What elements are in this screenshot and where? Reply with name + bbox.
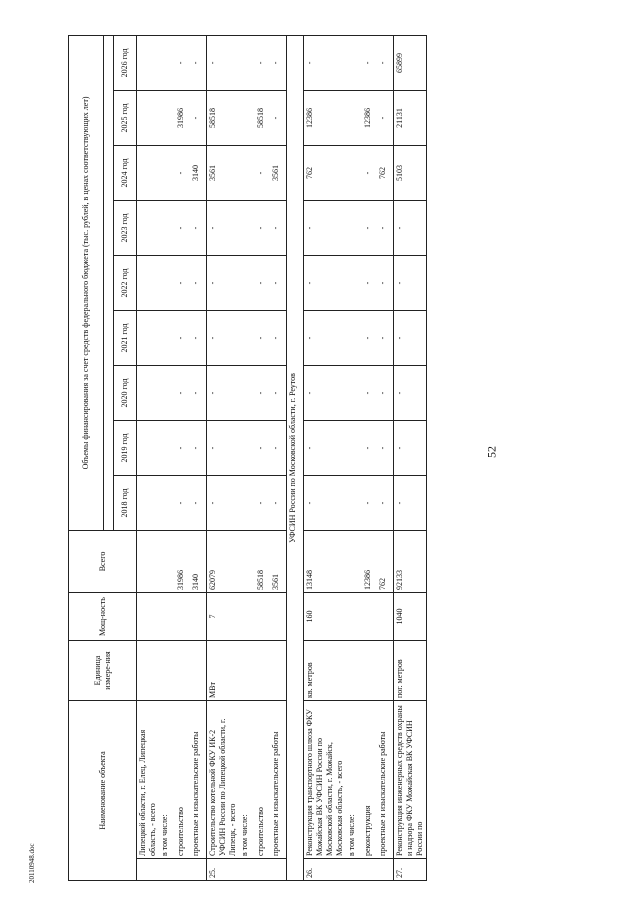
year-cell: -	[393, 420, 426, 475]
unit-cell	[270, 640, 286, 700]
power-cell	[346, 592, 362, 640]
rotated-table-container	[68, 36, 476, 881]
year-cell: -	[303, 255, 346, 310]
year-cell: -	[270, 200, 286, 255]
row-number	[175, 859, 191, 881]
year-cell	[137, 475, 160, 530]
year-cell: -	[303, 420, 346, 475]
year-cell: -	[190, 200, 206, 255]
year-cell: -	[270, 35, 286, 90]
power-cell	[362, 592, 378, 640]
year-cell	[137, 255, 160, 310]
table-row	[346, 35, 362, 880]
year-cell: -	[175, 35, 191, 90]
year-cell: -	[362, 145, 378, 200]
object-name: в том числе:	[346, 700, 362, 858]
unit-cell	[190, 640, 206, 700]
row-number	[137, 859, 160, 881]
year-cell: -	[362, 420, 378, 475]
year-cell	[159, 90, 175, 145]
year-cell: -	[190, 255, 206, 310]
unit-cell	[346, 640, 362, 700]
year-cell: -	[303, 310, 346, 365]
total-cell: 762	[377, 530, 393, 592]
object-name: проектные и изыскательские работы	[377, 700, 393, 858]
year-cell: -	[207, 35, 240, 90]
year-cell: -	[175, 145, 191, 200]
table-row	[270, 35, 286, 880]
row-number: 27.	[393, 859, 426, 881]
year-cell: -	[377, 35, 393, 90]
total-cell: 3561	[270, 530, 286, 592]
header-year: 2020 год	[114, 365, 137, 420]
year-cell: -	[255, 145, 271, 200]
total-cell: 58518	[255, 530, 271, 592]
year-cell	[159, 310, 175, 365]
year-cell	[159, 255, 175, 310]
year-cell: -	[377, 200, 393, 255]
year-cell: -	[207, 255, 240, 310]
row-number	[377, 859, 393, 881]
total-cell: 13148	[303, 530, 346, 592]
year-cell: 762	[377, 145, 393, 200]
year-cell	[346, 255, 362, 310]
object-name: Строительство котельной ФКУ ИК-2 УФСИН России по Липецкой области, г. Липецк, - всего	[207, 700, 240, 858]
power-cell	[190, 592, 206, 640]
year-cell: -	[255, 200, 271, 255]
year-cell	[137, 145, 160, 200]
header-year: 2022 год	[114, 255, 137, 310]
year-cell: -	[270, 365, 286, 420]
year-cell: -	[377, 365, 393, 420]
row-number	[190, 859, 206, 881]
row-number	[159, 859, 175, 881]
year-cell	[159, 475, 175, 530]
year-cell: 12386	[303, 90, 346, 145]
year-cell: -	[362, 475, 378, 530]
year-cell: -	[175, 420, 191, 475]
table-row	[377, 35, 393, 880]
object-name: Реконструкция транспортного шлюза ФКУ Можайская ВК УФСИН России по Московской области, г. Можайск, Московская область, - всего	[303, 700, 346, 858]
power-cell: 1040	[393, 592, 426, 640]
year-cell: -	[362, 310, 378, 365]
unit-cell	[377, 640, 393, 700]
table-row	[190, 35, 206, 880]
header-total: Всего	[69, 530, 137, 592]
year-cell: -	[190, 365, 206, 420]
year-cell	[159, 420, 175, 475]
year-cell	[137, 90, 160, 145]
year-cell: 21131	[393, 90, 426, 145]
year-cell	[346, 310, 362, 365]
row-number	[346, 859, 362, 881]
year-cell: -	[377, 90, 393, 145]
year-cell: -	[207, 475, 240, 530]
year-cell	[239, 90, 255, 145]
year-cell: -	[207, 200, 240, 255]
table-row	[362, 35, 378, 880]
page-number: 52	[484, 446, 499, 458]
power-cell	[270, 592, 286, 640]
total-cell	[137, 530, 160, 592]
year-cell: -	[255, 420, 271, 475]
total-cell	[239, 530, 255, 592]
year-cell: -	[207, 310, 240, 365]
year-cell: -	[175, 365, 191, 420]
year-cell: 31986	[175, 90, 191, 145]
year-cell	[239, 310, 255, 365]
header-name: Наименование объекта	[69, 700, 137, 880]
year-cell: -	[362, 365, 378, 420]
year-cell: -	[255, 35, 271, 90]
power-cell	[137, 592, 160, 640]
year-cell	[346, 365, 362, 420]
year-cell: -	[207, 420, 240, 475]
year-cell: -	[303, 475, 346, 530]
year-cell	[137, 35, 160, 90]
table-row	[303, 35, 346, 880]
year-cell: -	[393, 365, 426, 420]
year-cell: 3561	[207, 145, 240, 200]
year-cell: -	[377, 310, 393, 365]
section-title: УФСИН России по Московской области, г. Реутов	[287, 35, 304, 880]
year-cell	[159, 365, 175, 420]
year-cell	[137, 420, 160, 475]
unit-cell: кв. метров	[303, 640, 346, 700]
header-year: 2023 год	[114, 200, 137, 255]
header-year: 2025 год	[114, 90, 137, 145]
year-cell: -	[377, 420, 393, 475]
year-cell	[159, 145, 175, 200]
table-row	[393, 35, 426, 880]
year-cell	[346, 200, 362, 255]
year-cell: -	[255, 475, 271, 530]
year-cell	[137, 200, 160, 255]
year-cell: -	[362, 35, 378, 90]
total-cell	[346, 530, 362, 592]
year-cell: -	[303, 200, 346, 255]
year-cell: -	[377, 255, 393, 310]
year-cell: -	[190, 310, 206, 365]
row-number	[362, 859, 378, 881]
power-cell	[175, 592, 191, 640]
power-cell	[239, 592, 255, 640]
total-cell: 62079	[207, 530, 240, 592]
total-cell: 31986	[175, 530, 191, 592]
year-cell: 762	[303, 145, 346, 200]
year-cell	[239, 35, 255, 90]
year-cell: 5103	[393, 145, 426, 200]
year-cell: -	[255, 365, 271, 420]
row-number: 25.	[207, 859, 240, 881]
year-cell: -	[190, 35, 206, 90]
year-cell: -	[362, 255, 378, 310]
year-cell: -	[190, 475, 206, 530]
power-cell: 7	[207, 592, 240, 640]
year-cell: 12386	[362, 90, 378, 145]
unit-cell	[175, 640, 191, 700]
table-row	[255, 35, 271, 880]
row-number: 26.	[303, 859, 346, 881]
unit-cell: МВт	[207, 640, 240, 700]
year-cell: -	[270, 255, 286, 310]
row-number	[255, 859, 271, 881]
header-year: 2019 год	[114, 420, 137, 475]
year-cell: 3561	[270, 145, 286, 200]
unit-cell	[137, 640, 160, 700]
header-funding: Объемы финансирования за счет средств федерального бюджета (тыс. рублей, в ценах соответствующих лет)	[69, 35, 104, 530]
unit-cell: пог. метров	[393, 640, 426, 700]
section-row	[287, 35, 304, 880]
year-cell: -	[270, 420, 286, 475]
year-cell: -	[175, 310, 191, 365]
year-cell	[239, 420, 255, 475]
power-cell	[255, 592, 271, 640]
total-cell: 3140	[190, 530, 206, 592]
year-cell: -	[393, 255, 426, 310]
table-row	[239, 35, 255, 880]
object-name: в том числе:	[239, 700, 255, 858]
total-cell: 12386	[362, 530, 378, 592]
year-cell: -	[377, 475, 393, 530]
unit-cell	[239, 640, 255, 700]
object-name: Реконструкция инженерных средств охраны и надзора ФКУ Можайская ВК УФСИН России по	[393, 700, 426, 858]
power-cell	[377, 592, 393, 640]
header-year: 2018 год	[114, 475, 137, 530]
table-row	[207, 35, 240, 880]
year-cell	[239, 475, 255, 530]
year-cell: -	[303, 365, 346, 420]
object-name: Липецкой области, г. Елец, Липецкая область, - всего	[137, 700, 160, 858]
footer-filename: 20110948.doc	[28, 843, 36, 883]
year-cell	[346, 90, 362, 145]
year-cell: -	[255, 255, 271, 310]
year-cell	[346, 145, 362, 200]
year-cell	[159, 200, 175, 255]
year-cell: -	[207, 365, 240, 420]
year-cell: 58518	[255, 90, 271, 145]
total-cell: 92133	[393, 530, 426, 592]
year-cell: -	[175, 255, 191, 310]
table-row	[137, 35, 160, 880]
object-name: проектные и изыскательские работы	[270, 700, 286, 858]
year-cell: -	[175, 475, 191, 530]
row-number	[270, 859, 286, 881]
year-cell: -	[393, 310, 426, 365]
power-cell: 160	[303, 592, 346, 640]
year-cell: -	[190, 90, 206, 145]
year-cell: -	[270, 90, 286, 145]
year-cell: 65899	[393, 35, 426, 90]
unit-cell	[362, 640, 378, 700]
year-cell: -	[303, 35, 346, 90]
year-cell	[239, 200, 255, 255]
year-cell: -	[393, 200, 426, 255]
object-name: в том числе:	[159, 700, 175, 858]
unit-cell	[159, 640, 175, 700]
table-row	[175, 35, 191, 880]
year-cell: 58518	[207, 90, 240, 145]
year-cell	[239, 145, 255, 200]
header-power: Мощ-ность	[69, 592, 137, 640]
power-cell	[159, 592, 175, 640]
header-year: 2024 год	[114, 145, 137, 200]
header-year: 2026 год	[114, 35, 137, 90]
total-cell	[159, 530, 175, 592]
unit-cell	[255, 640, 271, 700]
year-cell: 3140	[190, 145, 206, 200]
year-cell	[239, 365, 255, 420]
header-year: 2021 год	[114, 310, 137, 365]
year-cell	[159, 35, 175, 90]
year-cell: -	[255, 310, 271, 365]
year-cell: -	[362, 200, 378, 255]
object-name: строительство	[175, 700, 191, 858]
table-row	[159, 35, 175, 880]
year-cell	[137, 310, 160, 365]
year-cell: -	[175, 200, 191, 255]
year-cell: -	[393, 475, 426, 530]
row-number	[239, 859, 255, 881]
object-name: реконструкция	[362, 700, 378, 858]
year-cell	[346, 35, 362, 90]
year-cell	[137, 365, 160, 420]
object-name: проектные и изыскательские работы	[190, 700, 206, 858]
header-unit: Единица измере-ния	[69, 640, 137, 700]
year-cell	[346, 420, 362, 475]
object-name: строительство	[255, 700, 271, 858]
year-cell: -	[270, 310, 286, 365]
funding-table	[68, 35, 427, 881]
year-cell	[346, 475, 362, 530]
year-cell: -	[270, 475, 286, 530]
year-cell: -	[190, 420, 206, 475]
year-cell	[239, 255, 255, 310]
